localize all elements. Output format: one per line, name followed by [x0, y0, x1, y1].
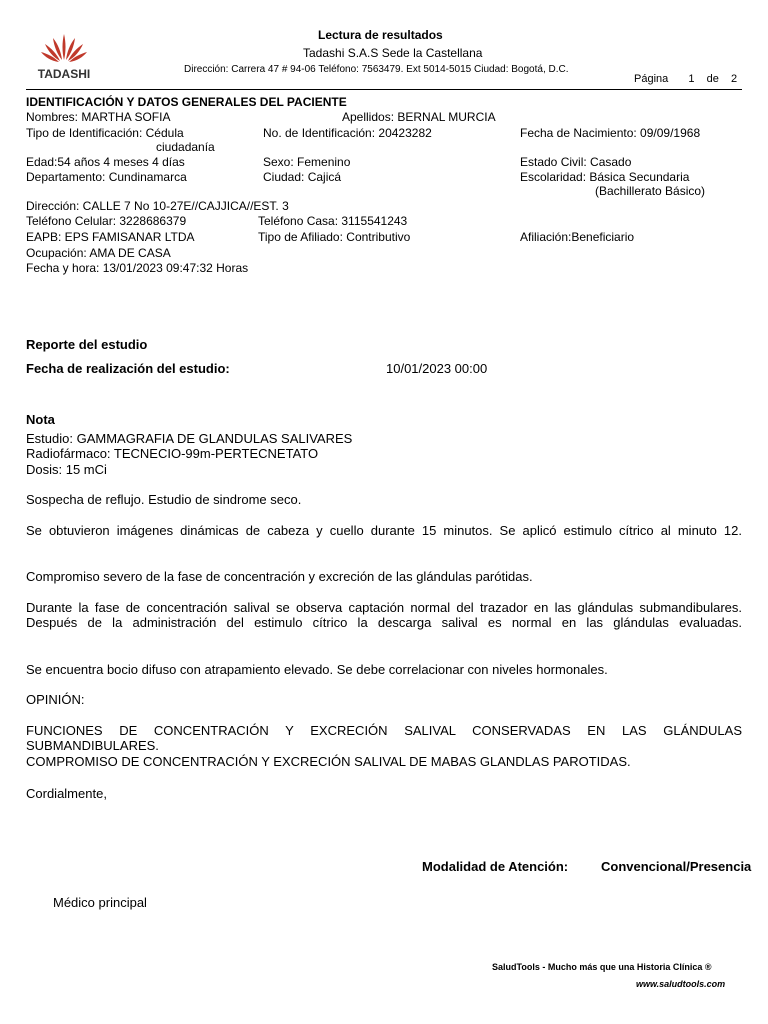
patient-tipo-afiliado: Tipo de Afiliado: Contributivo [258, 230, 411, 244]
patient-ciudad: Ciudad: Cajicá [263, 170, 342, 184]
opinion-line-2: COMPROMISO DE CONCENTRACIÓN Y EXCRECIÓN SALIVAL DE MABAS GLANDLAS PAROTIDAS. [26, 754, 631, 769]
patient-edad: Edad:54 años 4 meses 4 días [26, 155, 185, 169]
patient-eapb: EAPB: EPS FAMISANAR LTDA [26, 230, 195, 244]
medico-principal: Médico principal [53, 895, 147, 910]
patient-fecha-hora: Fecha y hora: 13/01/2023 09:47:32 Horas [26, 261, 249, 275]
patient-estado-civil: Estado Civil: Casado [520, 155, 632, 169]
nota-radiofarmaco: Radiofármaco: TECNECIO-99m-PERTECNETATO [26, 446, 319, 461]
footer-url[interactable]: www.saludtools.com [636, 979, 726, 989]
patient-no-id: No. de Identificación: 20423282 [263, 126, 432, 140]
modalidad-value: Convencional/Presencia [601, 859, 752, 874]
footer-tagline: SaludTools - Mucho más que una Historia Clínica ® [492, 962, 712, 972]
page-current: 1 [688, 73, 695, 85]
patient-ocupacion: Ocupación: AMA DE CASA [26, 246, 171, 260]
report-title: Reporte del estudio [26, 337, 148, 352]
header-divider [26, 89, 742, 90]
nota-estudio: Estudio: GAMMAGRAFIA DE GLANDULAS SALIVARES [26, 431, 353, 446]
patient-telefono-celular: Teléfono Celular: 3228686379 [26, 214, 187, 228]
patient-escolaridad: Escolaridad: Básica Secundaria [520, 170, 690, 184]
report-paragraph-3: Compromiso severo de la fase de concentración y excreción de las glándulas parótidas. [26, 569, 533, 584]
patient-tipo-id: Tipo de Identificación: Cédula [26, 126, 184, 140]
company-address: Dirección: Carrera 47 # 94-06 Teléfono: 7563479. Ext 5014-5015 Ciudad: Bogotá, D.C. [184, 64, 569, 75]
document-title: Lectura de resultados [318, 28, 443, 42]
page-of: de [706, 73, 719, 85]
report-date-value: 10/01/2023 00:00 [386, 361, 488, 376]
page-total: 2 [731, 73, 738, 85]
patient-apellidos: Apellidos: BERNAL MURCIA [342, 110, 496, 124]
patient-departamento: Departamento: Cundinamarca [26, 170, 187, 184]
patient-tipo-id-cont: ciudadanía [156, 140, 215, 154]
patient-fecha-nacimiento: Fecha de Nacimiento: 09/09/1968 [520, 126, 701, 140]
patient-telefono-casa: Teléfono Casa: 3115541243 [258, 214, 408, 228]
tadashi-logo [26, 30, 102, 82]
company-name: Tadashi S.A.S Sede la Castellana [303, 46, 483, 60]
report-paragraph-2: Se obtuvieron imágenes dinámicas de cabeza y cuello durante 15 minutos. Se aplicó estimulo cítrico al minuto 12. [26, 523, 742, 538]
report-paragraph-4: Durante la fase de concentración salival se observa captación normal del trazador en las glándulas submandibulares. Después de la administración del estimulo cítrico la descarga salival es normal en las glándulas evaluadas. [26, 600, 742, 630]
report-date-label: Fecha de realización del estudio: [26, 361, 230, 376]
patient-nombres: Nombres: MARTHA SOFIA [26, 110, 171, 124]
patient-sexo: Sexo: Femenino [263, 155, 351, 169]
logo-text: TADASHI [37, 67, 91, 81]
page-label: Página [634, 73, 669, 85]
page-indicator [634, 73, 737, 86]
patient-direccion: Dirección: CALLE 7 No 10-27E//CAJJICA//EST. 3 [26, 199, 289, 213]
nota-dosis: Dosis: 15 mCi [26, 462, 107, 477]
patient-afiliacion: Afiliación:Beneficiario [520, 230, 635, 244]
nota-title: Nota [26, 412, 55, 427]
report-paragraph-1: Sospecha de reflujo. Estudio de sindrome seco. [26, 492, 302, 507]
patient-escolaridad-cont: (Bachillerato Básico) [595, 184, 706, 198]
patient-section-title: IDENTIFICACIÓN Y DATOS GENERALES DEL PACIENTE [26, 95, 347, 109]
logo-flower-icon [41, 34, 87, 62]
modalidad-label: Modalidad de Atención: [422, 859, 569, 874]
opinion-line-1: FUNCIONES DE CONCENTRACIÓN Y EXCRECIÓN SALIVAL CONSERVADAS EN LAS GLÁNDULAS SUBMANDIBULARES. [26, 723, 742, 753]
opinion-label: OPINIÓN: [26, 692, 85, 707]
report-paragraph-5: Se encuentra bocio difuso con atrapamiento elevado. Se debe correlacionar con niveles hormonales. [26, 662, 608, 677]
closing-text: Cordialmente, [26, 786, 107, 801]
